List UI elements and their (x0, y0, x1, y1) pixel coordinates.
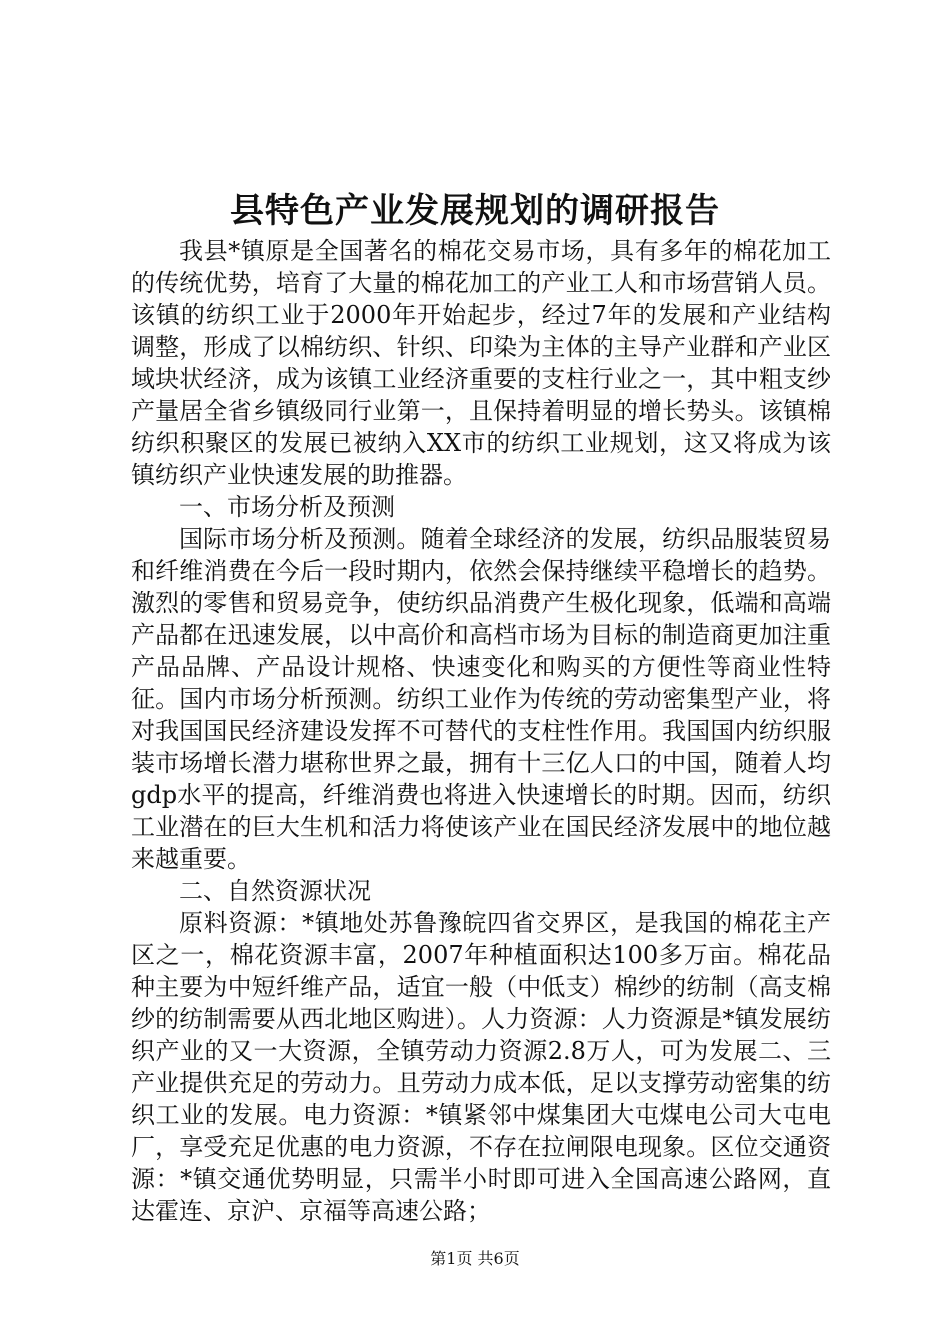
paragraph-intro: 我县*镇原是全国著名的棉花交易市场，具有多年的棉花加工的传统优势，培育了大量的棉花加工的产业工人和市场营销人员。该镇的纺织工业于2000年开始起步，经过7年的发展和产业结构调整，形成了以棉纺织、针织、印染为主体的主导产业群和产业区域块状经济，成为该镇工业经济重要的支柱行业之一，其中粗支纱产量居全省乡镇级同行业第一，且保持着明显的增长势头。该镇棉纺织积聚区的发展已被纳入XX市的纺织工业规划，这又将成为该镇纺织产业快速发展的助推器。 (131, 237, 831, 489)
document-title: 县特色产业发展规划的调研报告 (230, 191, 720, 231)
document-body (131, 235, 831, 1227)
section-heading-resources: 二、自然资源状况 (179, 877, 371, 905)
paragraph-resources: 原料资源：*镇地处苏鲁豫皖四省交界区，是我国的棉花主产区之一，棉花资源丰富，2007年种植面积达100多万亩。棉花品种主要为中短纤维产品，适宜一般（中低支）棉纱的纺制（高支棉纱的纺制需要从西北地区购进）。人力资源：人力资源是*镇发展纺织产业的又一大资源，全镇劳动力资源2.8万人，可为发展二、三产业提供充足的劳动力。且劳动力成本低，足以支撑劳动密集的纺织工业的发展。电力资源：*镇紧邻中煤集团大屯煤电公司大屯电厂，享受充足优惠的电力资源，不存在拉闸限电现象。区位交通资源：*镇交通优势明显，只需半小时即可进入全国高速公路网，直达霍连、京沪、京福等高速公路； (131, 909, 831, 1225)
page-footer: 第1页 共6页 (430, 1249, 520, 1268)
section-heading-market: 一、市场分析及预测 (179, 493, 395, 521)
paragraph-market-analysis: 国际市场分析及预测。随着全球经济的发展，纺织品服装贸易和纤维消费在今后一段时期内，依然会保持继续平稳增长的趋势。激烈的零售和贸易竞争，使纺织品消费产生极化现象，低端和高端产品都在迅速发展，以中高价和高档市场为目标的制造商更加注重产品品牌、产品设计规格、快速变化和购买的方便性等商业性特征。国内市场分析预测。纺织工业作为传统的劳动密集型产业，将对我国国民经济建设发挥不可替代的支柱性作用。我国国内纺织服装市场增长潜力堪称世界之最，拥有十三亿人口的中国，随着人均gdp水平的提高，纤维消费也将进入快速增长的时期。因而，纺织工业潜在的巨大生机和活力将使该产业在国民经济发展中的地位越来越重要。 (131, 525, 831, 873)
